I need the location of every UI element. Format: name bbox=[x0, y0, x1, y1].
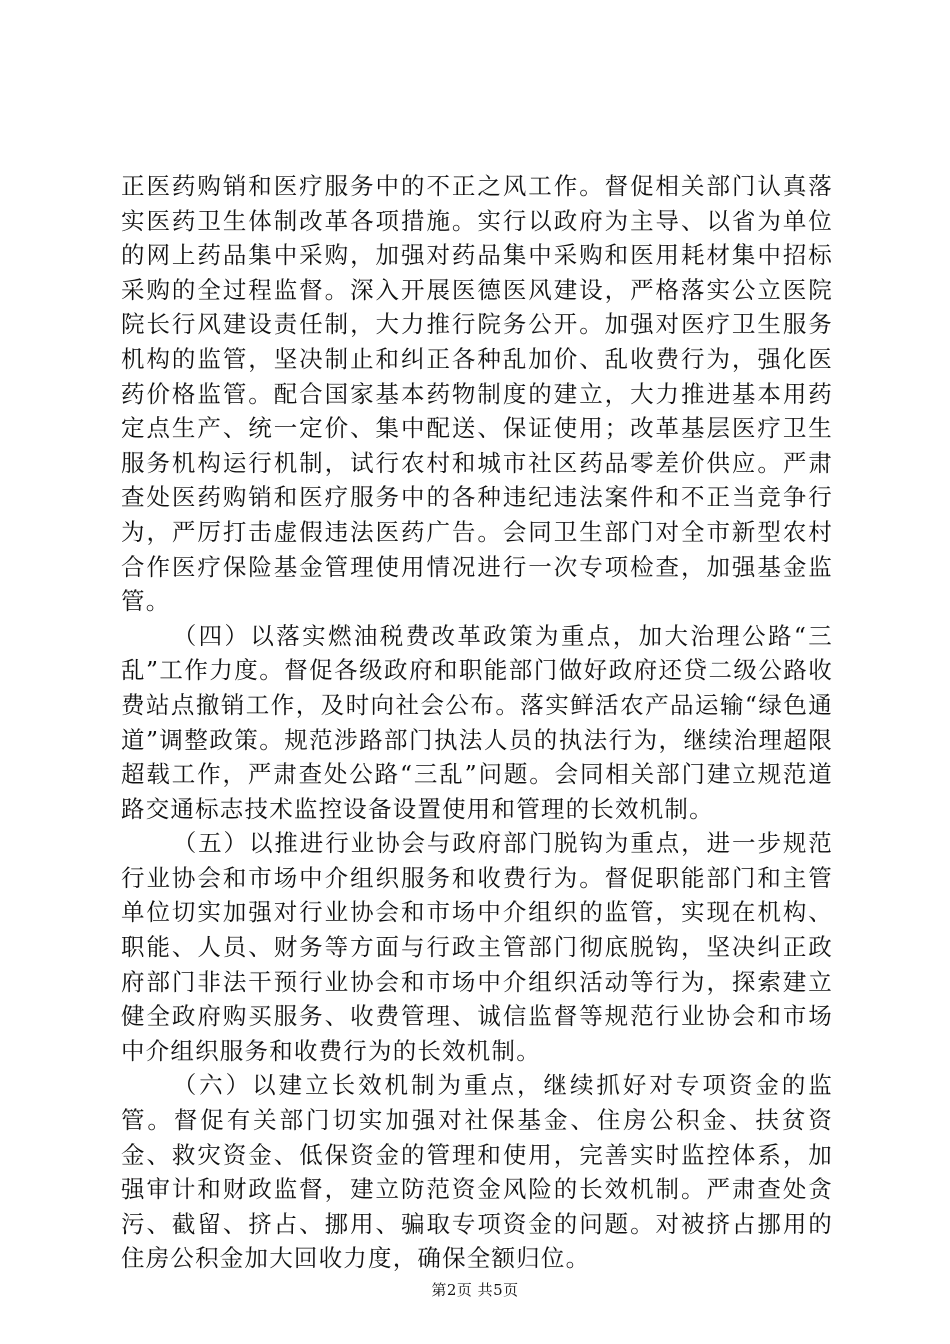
document-body bbox=[121, 169, 833, 1276]
paragraph-section-4: （四）以落实燃油税费改革政策为重点，加大治理公路“三乱”工作力度。督促各级政府和职能部门做好政府还贷二级公路收费站点撤销工作，及时向社会公布。落实鲜活农产品运输“绿色通道”调整政策。规范涉路部门执法人员的执法行为，继续治理超限超载工作，严肃查处公路“三乱”问题。会同相关部门建立规范道路交通标志技术监控设备设置使用和管理的长效机制。 bbox=[121, 621, 833, 823]
paragraph-section-6: （六）以建立长效机制为重点，继续抓好对专项资金的监管。督促有关部门切实加强对社保基金、住房公积金、扶贫资金、救灾资金、低保资金的管理和使用，完善实时监控体系，加强审计和财政监督，建立防范资金风险的长效机制。严肃查处贪污、截留、挤占、挪用、骗取专项资金的问题。对被挤占挪用的住房公积金加大回收力度，确保全额归位。 bbox=[121, 1071, 833, 1273]
page-footer: 第2页 共5页 bbox=[431, 1281, 519, 1299]
paragraph-section-5: （五）以推进行业协会与政府部门脱钩为重点，进一步规范行业协会和市场中介组织服务和收费行为。督促职能部门和主管单位切实加强对行业协会和市场中介组织的监管，实现在机构、职能、人员、财务等方面与行政主管部门彻底脱钩，坚决纠正政府部门非法干预行业协会和市场中介组织活动等行为，探索建立健全政府购买服务、收费管理、诚信监督等规范行业协会和市场中介组织服务和收费行为的长效机制。 bbox=[121, 829, 833, 1065]
paragraph-continuation: 正医药购销和医疗服务中的不正之风工作。督促相关部门认真落实医药卫生体制改革各项措施。实行以政府为主导、以省为单位的网上药品集中采购，加强对药品集中采购和医用耗材集中招标采购的全过程监督。深入开展医德医风建设，严格落实公立医院院长行风建设责任制，大力推行院务公开。加强对医疗卫生服务机构的监管，坚决制止和纠正各种乱加价、乱收费行为，强化医药价格监管。配合国家基本药物制度的建立，大力推进基本用药定点生产、统一定价、集中配送、保证使用；改革基层医疗卫生服务机构运行机制，试行农村和城市社区药品零差价供应。严肃查处医药购销和医疗服务中的各种违纪违法案件和不正当竞争行为，严厉打击虚假违法医药广告。会同卫生部门对全市新型农村合作医疗保险基金管理使用情况进行一次专项检查，加强基金监管。 bbox=[121, 172, 833, 616]
